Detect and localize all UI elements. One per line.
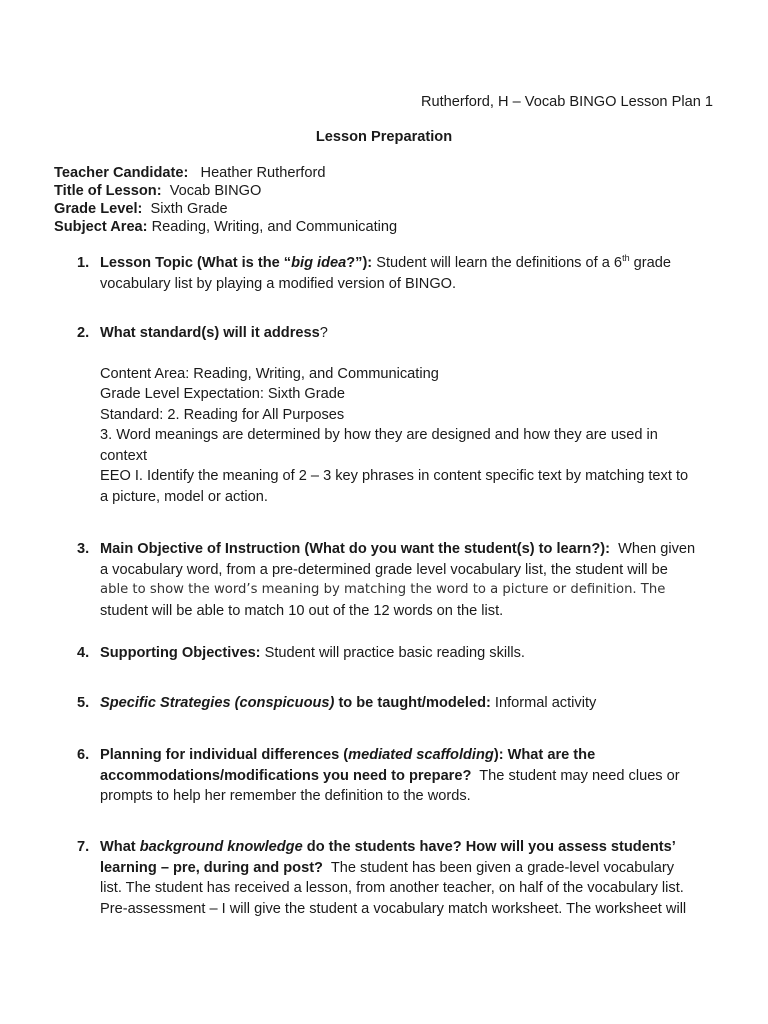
item-question: Main Objective of Instruction (What do you want the student(s) to learn?): [100, 541, 610, 557]
item-number: 2. [77, 325, 90, 341]
item-number: 7. [77, 839, 90, 855]
item-number: 1. [77, 255, 90, 271]
item-body [100, 323, 717, 507]
standard-line: Standard: 2. Reading for All Purposes [100, 406, 345, 423]
item-number: 6. [77, 747, 90, 763]
meta-title-label: Title of Lesson: [54, 183, 162, 199]
list-item-4 [77, 643, 717, 664]
item-question: Specific Strategies (conspicuous) to be taught/modeled: [100, 695, 491, 711]
meta-teacher-value: Heather Rutherford [200, 165, 326, 181]
item-line: able to show the word’s meaning by matching the word to a picture or definition. The [100, 582, 666, 597]
running-header: Rutherford, H – Vocab BINGO Lesson Plan 1 [420, 94, 713, 110]
standard-line: a picture, model or action. [100, 488, 268, 505]
item-line: Main Objective of Instruction (What do you want the student(s) to learn?): When given [100, 541, 696, 557]
item-line: student will be able to match 10 out of the 12 words on the list. [100, 602, 504, 619]
list-item-7 [77, 837, 717, 919]
item-body [100, 745, 717, 807]
item-line: Specific Strategies (conspicuous) to be taught/modeled: Informal activity [100, 695, 597, 711]
item-line: Pre-assessment – I will give the student a vocabulary match worksheet. The worksheet will [100, 900, 687, 917]
list-item-3 [77, 539, 717, 621]
item-line: learning – pre, during and post? The student has been given a grade-level vocabulary [100, 859, 675, 876]
item-line: a vocabulary word, from a pre-determined grade level vocabulary list, the student will be [100, 561, 668, 578]
item-body [100, 253, 717, 294]
list-item-2 [77, 323, 717, 507]
standard-line: Grade Level Expectation: Sixth Grade [100, 386, 345, 402]
meta-grade-value: Sixth Grade [150, 201, 228, 217]
item-number: 5. [77, 695, 90, 711]
list-item-6 [77, 745, 717, 807]
standard-line: Content Area: Reading, Writing, and Communicating [100, 365, 439, 382]
list-item-1 [77, 253, 717, 294]
item-number: 3. [77, 541, 90, 557]
item-body [100, 837, 717, 919]
item-question: Planning for individual differences (mediated scaffolding): What are the [100, 747, 596, 763]
meta-subject-value: Reading, Writing, and Communicating [151, 219, 398, 235]
item-line: Supporting Objectives: Student will practice basic reading skills. [100, 645, 525, 661]
item-question: What background knowledge do the students have? How will you assess students’ [100, 839, 676, 855]
standard-line: EEO I. Identify the meaning of 2 – 3 key phrases in content specific text by matching text to [100, 468, 689, 484]
meta-subject-label: Subject Area: [54, 219, 148, 235]
item-body [100, 643, 717, 664]
meta-grade-label: Grade Level: [54, 201, 143, 217]
item-line: prompts to help her remember the definition to the words. [100, 788, 471, 804]
item-line: accommodations/modifications you need to prepare? The student may need clues or [100, 767, 680, 784]
item-body [100, 693, 717, 714]
standard-line: 3. Word meanings are determined by how they are designed and how they are used in [100, 427, 658, 443]
item-question: Supporting Objectives: [100, 645, 261, 661]
item-number: 4. [77, 645, 90, 661]
meta-teacher-label: Teacher Candidate: [54, 165, 189, 181]
item-question: Lesson Topic (What is the “big idea?”): [100, 255, 373, 271]
meta-title-value: Vocab BINGO [169, 183, 262, 199]
item-line: vocabulary list by playing a modified version of BINGO. [100, 275, 457, 292]
item-line: Lesson Topic (What is the “big idea?”): Student will learn the definitions of a 6th grade [100, 253, 671, 271]
item-line: list. The student has received a lesson, from another teacher, on half of the vocabulary list. [100, 880, 684, 896]
meta-subject [54, 218, 397, 236]
meta-grade [54, 200, 397, 218]
lesson-meta [54, 164, 397, 236]
item-body [100, 539, 717, 621]
list-item-5 [77, 693, 717, 714]
meta-title [54, 182, 397, 200]
meta-teacher [54, 164, 397, 182]
item-question: What standard(s) will it address? [100, 325, 328, 341]
standard-line: context [100, 447, 148, 464]
section-title: Lesson Preparation [315, 129, 453, 145]
